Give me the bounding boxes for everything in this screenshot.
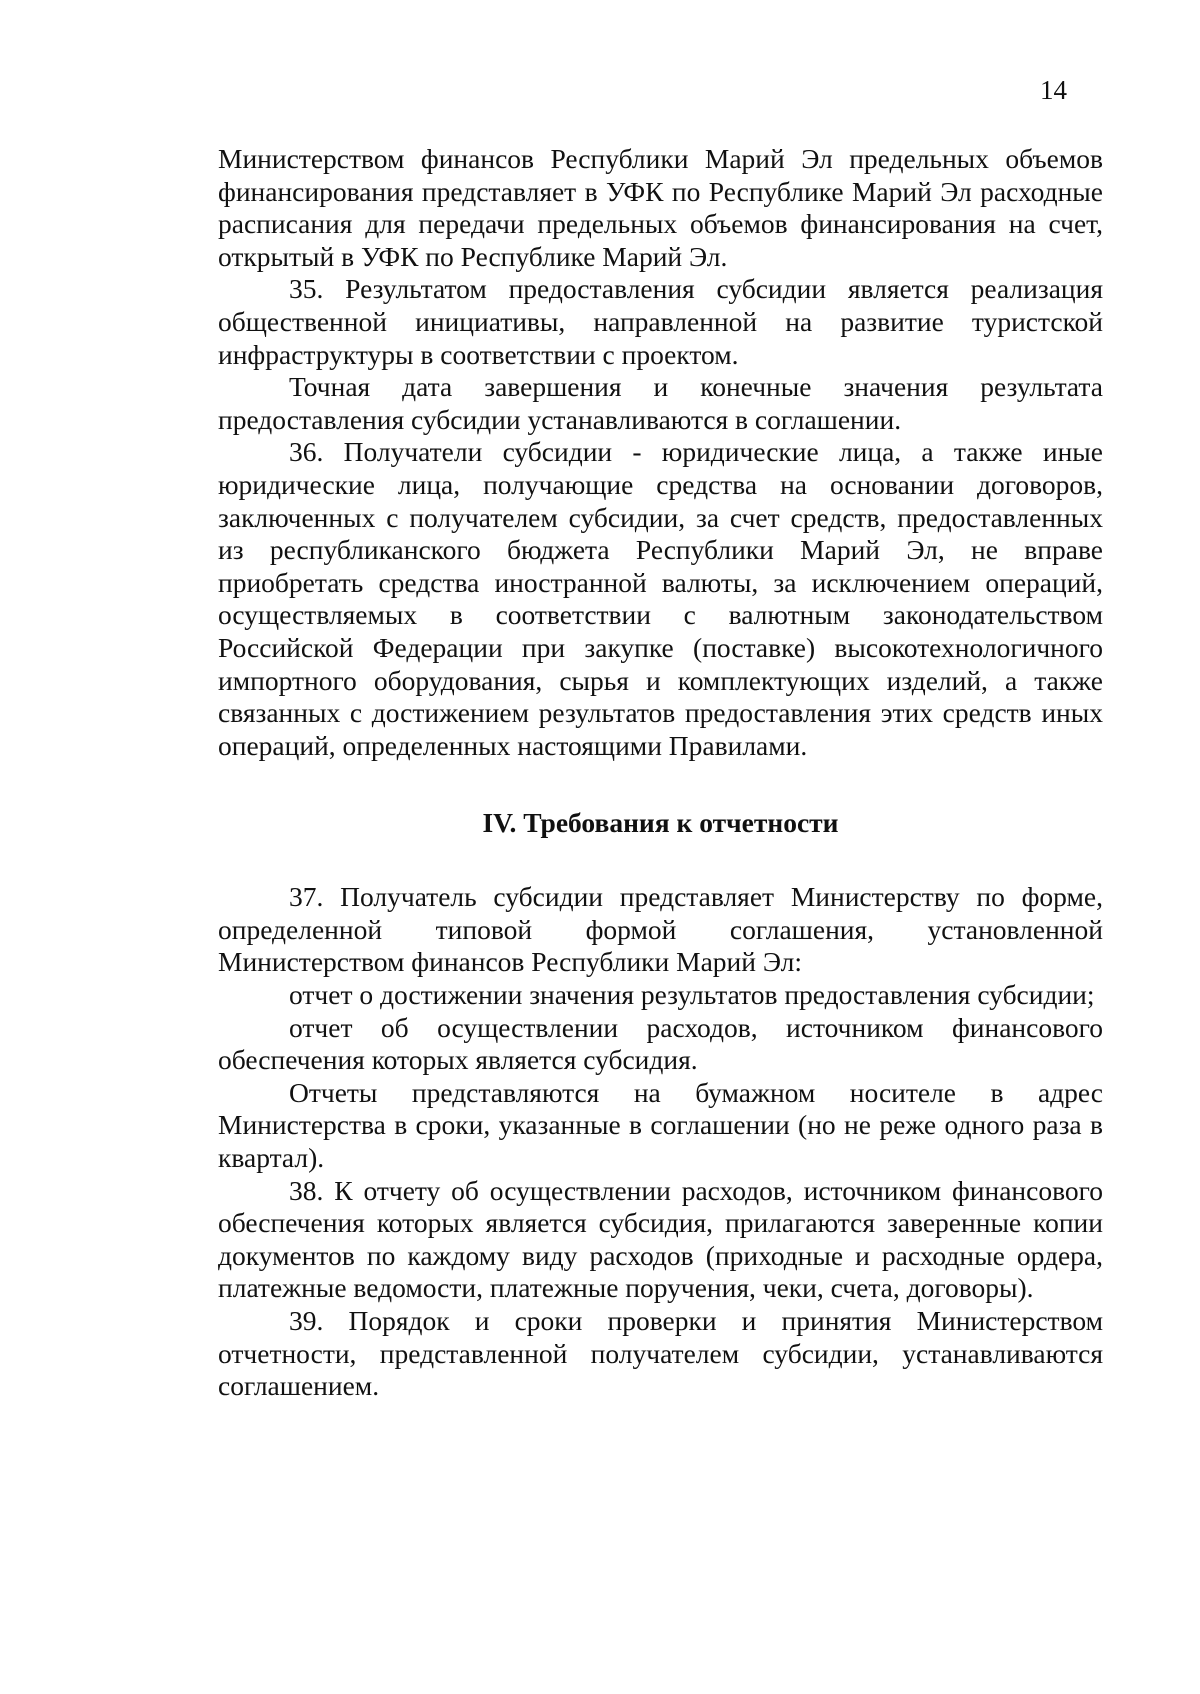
section-heading: IV. Требования к отчетности xyxy=(482,807,839,839)
paragraph-39: 39. Порядок и сроки проверки и принятия Министерством отчетности, представленной получателем субсидии, устанавливаются соглашением. xyxy=(218,1305,1103,1402)
paragraph-35: 35. Результатом предоставления субсидии является реализация общественной инициативы, направленной на развитие туристской инфраструктуры в соответствии с проектом. xyxy=(218,273,1103,370)
paragraph-37-item-1: отчет о достижении значения результатов предоставления субсидии; xyxy=(289,979,1095,1011)
page-number: 14 xyxy=(1040,75,1067,105)
document-body xyxy=(218,143,1103,1403)
paragraph-36: 36. Получатели субсидии - юридические лица, а также иные юридические лица, получающие средства на основании договоров, заключенных с получателем субсидии, за счет средств, предоставленных из республиканского бюджета Республики Марий Эл, не вправе приобретать средства иностранной валюты, за исключением операций, осуществляемых в соответствии с валютным законодательством Российской Федерации при закупке (поставке) высокотехнологичного импортного оборудования, сырья и комплектующих изделий, а также связанных с достижением результатов предоставления этих средств иных операций, определенных настоящими Правилами. xyxy=(218,436,1103,761)
paragraph-37-item-2: отчет об осуществлении расходов, источником финансового обеспечения которых является субсидия. xyxy=(218,1011,1103,1076)
paragraph-continuation: Министерством финансов Республики Марий Эл предельных объемов финансирования представляет в УФК по Республике Марий Эл расходные расписания для передачи предельных объемов финансирования на счет, открытый в УФК по Республике Марий Эл. xyxy=(218,143,1103,272)
paragraph-37: 37. Получатель субсидии представляет Министерству по форме, определенной типовой формой соглашения, установленной Министерством финансов Республики Марий Эл: xyxy=(218,881,1103,978)
paragraph-38: 38. К отчету об осуществлении расходов, источником финансового обеспечения которых является субсидия, прилагаются заверенные копии документов по каждому виду расходов (приходные и расходные ордера, платежные ведомости, платежные поручения, чеки, счета, договоры). xyxy=(218,1174,1103,1304)
paragraph-35-date: Точная дата завершения и конечные значения результата предоставления субсидии устанавливаются в соглашении. xyxy=(218,371,1103,435)
paragraph-37-reports: Отчеты представляются на бумажном носителе в адрес Министерства в сроки, указанные в соглашении (но не реже одного раза в квартал). xyxy=(218,1076,1103,1174)
